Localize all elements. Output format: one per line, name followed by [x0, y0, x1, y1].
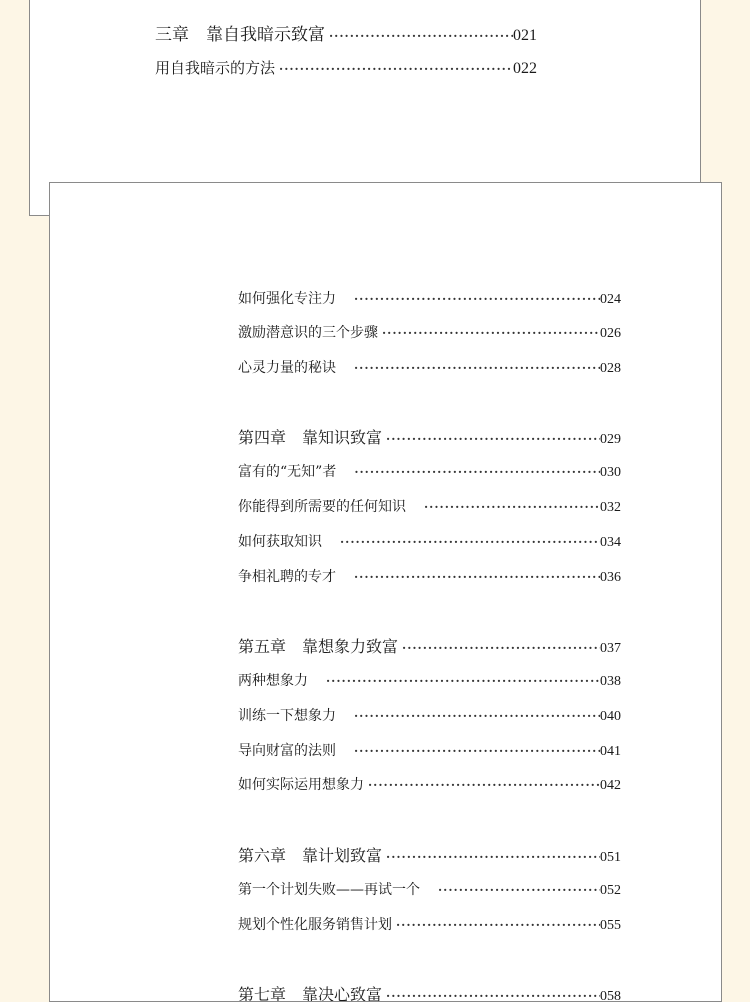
- toc-entry: [238, 670, 621, 690]
- toc-entry: [238, 740, 621, 760]
- dot-leader: [350, 744, 600, 758]
- toc-title: 导向财富的法则: [238, 743, 336, 759]
- dot-leader: [350, 292, 600, 306]
- dot-leader: [398, 641, 600, 655]
- toc-entry-chapter: [238, 982, 621, 1002]
- dot-leader: [434, 883, 600, 897]
- toc-title: 两种想象力: [238, 673, 308, 689]
- toc-page-number: 040: [600, 709, 621, 724]
- toc-entry: [238, 774, 621, 794]
- dot-leader: [378, 326, 600, 340]
- dot-leader: [392, 918, 600, 932]
- dot-leader: [322, 674, 600, 688]
- toc-page-number: 029: [600, 432, 621, 447]
- toc-entry-chapter: [238, 634, 621, 657]
- toc-entry: [238, 357, 621, 377]
- toc-entry-chapter: [155, 20, 537, 45]
- toc-entry: [238, 914, 621, 934]
- toc-entry: [238, 496, 621, 516]
- toc-page-number: 058: [600, 989, 621, 1002]
- dot-leader: [364, 778, 600, 792]
- dot-leader: [325, 29, 513, 43]
- toc-page-number: 051: [600, 850, 621, 865]
- toc-entry-chapter: [238, 425, 621, 448]
- toc-entry: [238, 531, 621, 551]
- dot-leader: [382, 432, 600, 446]
- toc-entry: [238, 288, 621, 308]
- toc-page-number: 030: [600, 465, 621, 480]
- toc-title: 第四章 靠知识致富: [238, 428, 383, 447]
- toc-title: 三章 靠自我暗示致富: [155, 25, 325, 45]
- dot-leader: [420, 500, 600, 514]
- dot-leader: [382, 989, 600, 1002]
- toc-page-number: 055: [600, 918, 621, 933]
- toc-title: 第七章 靠决心致富: [238, 985, 383, 1002]
- toc-entry: [238, 322, 621, 342]
- toc-page-number: 034: [600, 535, 621, 550]
- toc-entry: [238, 566, 621, 586]
- front-page: [49, 182, 722, 1002]
- toc-title: 激励潜意识的三个步骤: [238, 325, 378, 341]
- toc-title: 如何实际运用想象力: [238, 777, 364, 793]
- toc-page-number: 038: [600, 674, 621, 689]
- toc-page-number: 024: [600, 292, 621, 307]
- toc-page-number: 028: [600, 361, 621, 376]
- toc-entry: [238, 879, 621, 899]
- dot-leader: [350, 361, 600, 375]
- toc-page-number: 032: [600, 500, 621, 515]
- dot-leader: [336, 535, 600, 549]
- toc-title: 争相礼聘的专才: [238, 569, 336, 585]
- toc-title: 如何强化专注力: [238, 291, 336, 307]
- toc-page-number: 041: [600, 744, 621, 759]
- toc-page-number: 042: [600, 778, 621, 793]
- toc-page-number: 026: [600, 326, 621, 341]
- dot-leader: [350, 709, 600, 723]
- toc-entry: [238, 461, 621, 481]
- toc-title: 富有的“无知”者: [238, 464, 337, 480]
- toc-page-number: 022: [513, 60, 537, 77]
- toc-title: 你能得到所需要的任何知识: [238, 499, 406, 515]
- toc-page-number: 036: [600, 570, 621, 585]
- toc-title: 心灵力量的秘诀: [238, 360, 336, 376]
- dot-leader: [350, 570, 600, 584]
- toc-page-number: 037: [600, 641, 621, 656]
- toc-title: 如何获取知识: [238, 534, 322, 550]
- toc-title: 第一个计划失败——再试一个: [238, 882, 420, 898]
- toc-entry: [238, 705, 621, 725]
- toc-title: 用自我暗示的方法: [155, 59, 276, 77]
- dot-leader: [382, 850, 600, 864]
- dot-leader: [350, 465, 600, 479]
- toc-title: 第六章 靠计划致富: [238, 846, 383, 865]
- toc-page-number: 021: [513, 27, 537, 44]
- dot-leader: [275, 62, 513, 76]
- toc-page-number: 052: [600, 883, 621, 898]
- toc-entry: [155, 57, 537, 78]
- toc-entry-chapter: [238, 843, 621, 866]
- toc-title: 训练一下想象力: [238, 708, 336, 724]
- toc-title: 规划个性化服务销售计划: [238, 917, 392, 933]
- toc-title: 第五章 靠想象力致富: [238, 637, 399, 656]
